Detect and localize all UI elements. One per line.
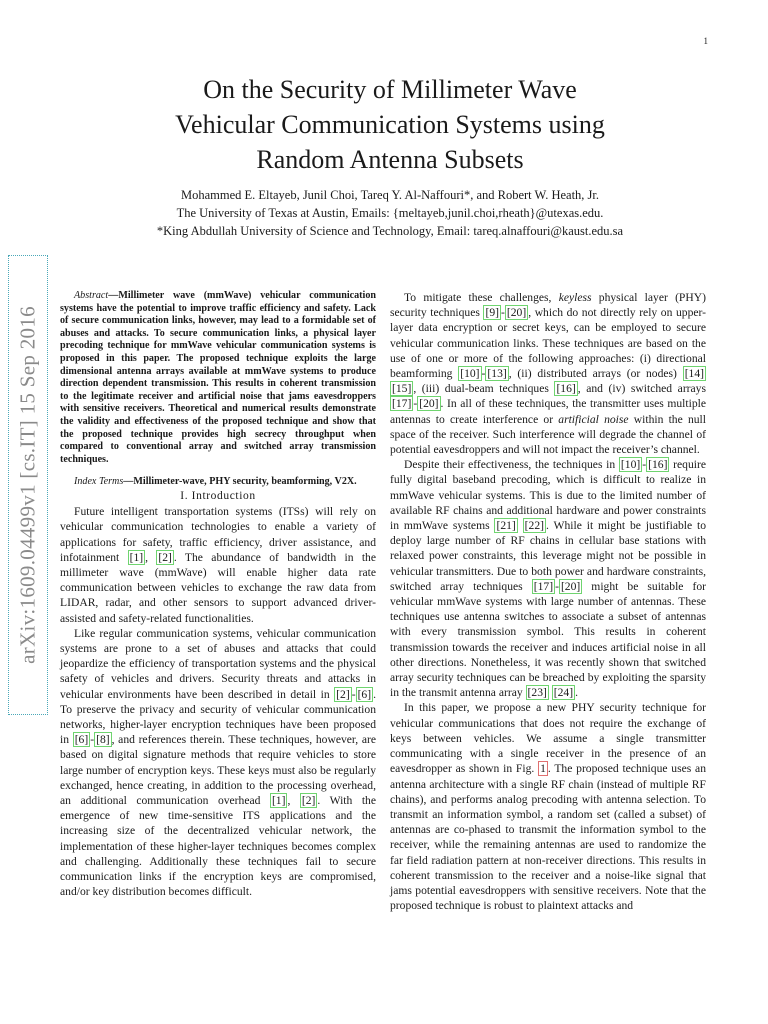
affiliation-utexas: The University of Texas at Austin, Emails: {meltayeb,junil.choi,rheath}@utexas.edu. [176, 206, 604, 220]
author-names: Mohammed E. Eltayeb, Junil Choi, Tareq Y. Al-Naffouri*, and Robert W. Heath, Jr. [180, 188, 600, 202]
citation-link[interactable]: [1] [129, 550, 144, 564]
text-run: , (ii) distributed arrays (or nodes) [508, 367, 683, 381]
abstract-text: Millimeter wave (mmWave) vehicular communication systems have the potential to improve traffic efficiency and safety. Lack of secure communication links, however, may lead to a formidable set of abuses and attacks. To secure communication links, a physical layer precoding technique for mmWave vehicular communication systems is proposed in this paper. The proposed technique exploits the large dimensional antenna arrays available at mmWave systems to produce direction dependent transmission. This results in coherent transmission to the legitimate receiver and artificial noise that jams eavesdroppers with sensitive receivers. Theoretical and numerical results demonstrate the validity and effectiveness of the proposed technique and show that the proposed technique provides high secrecy throughput when compared to conventional array and switched array transmission techniques. [60, 290, 376, 465]
index-terms-text: Millimeter-wave, PHY security, beamforming, V2X. [133, 476, 357, 488]
citation-link[interactable]: [23] [527, 686, 547, 700]
page-number: 1 [703, 36, 708, 46]
text-run: . While it might be justifiable to deploy large number of RF chains in cellular base stations with relaxed power constraints, this leverage might not be possible in vehicular transmitters. Due to both power and hardware constraints, switched array techniques [390, 519, 707, 593]
right-column [390, 290, 706, 913]
left-column [60, 290, 376, 899]
author-block [60, 186, 720, 240]
title-line-3: Random Antenna Subsets [256, 145, 524, 174]
index-terms-label: Index Terms [74, 476, 124, 488]
text-run: To mitigate these challenges, [404, 291, 559, 304]
text-run: within the null space of the receiver. Such interference will degrade the channel of potential eavesdroppers and will not impact the receiver’s channel. [390, 412, 706, 457]
citation-link[interactable]: [22] [524, 519, 544, 533]
text-run: , (iii) dual-beam techniques [413, 382, 555, 396]
intro-paragraph-2 [60, 626, 376, 900]
citation-link[interactable]: [10] [460, 367, 480, 381]
citation-link[interactable]: [6] [74, 733, 89, 747]
citation-link[interactable]: [1] [271, 793, 286, 807]
text-run: might be suitable for vehicular mmWave systems with large number of antennas. These techniques use antenna switches to associate a subset of antennas with every transmission symbol. This results in coherent transmission towards the receiver and induces artificial noise in all other directions. Nonetheless, it was recently shown that switched array security techniques can be breached by exploiting the sparsity in the transmit antenna array [390, 579, 707, 700]
text-run: , and (iv) switched arrays [577, 382, 706, 396]
text-run: Like regular communication systems, vehicular communication systems are prone to a set of abuses and attacks that could jeopardize the efficiency of transportation systems and the physical safety of vehicles and drivers. Security threats and attacks in vehicular environments have been described in detail in [60, 626, 376, 701]
text-run: - [555, 579, 559, 593]
title-line-2: Vehicular Communication Systems using [175, 110, 605, 139]
intro-paragraph-4 [390, 457, 706, 700]
citation-link[interactable]: [16] [556, 382, 576, 396]
text-run: - [642, 458, 647, 472]
figure-link[interactable]: 1 [540, 762, 546, 776]
text-run: . [575, 686, 578, 700]
text-run [549, 686, 552, 699]
citation-link[interactable]: [20] [419, 397, 439, 411]
citation-link[interactable]: [2] [301, 793, 316, 807]
citation-link[interactable]: [2] [158, 550, 172, 564]
text-run: , [145, 550, 157, 564]
citation-link[interactable]: [20] [560, 579, 581, 593]
citation-link[interactable]: [24] [553, 686, 574, 700]
arxiv-stamp[interactable] [8, 255, 48, 715]
text-run: . The proposed technique uses an antenna architecture with a single RF chain (instead of multiple RF chains), and performs analog precoding with antenna selection. To transmit an information symbol, a random set (called a subset) of antennas are co-phased to transmit the information symbol to the receiver, while the remaining antennas are used to randomize the far field radiation pattern at non-receiver directions. This results in coherent transmission to the receiver and a noise-like signal that jams potential eavesdroppers with sensitive receivers. Note that the proposed technique is robust to plaintext attacks and [390, 762, 706, 913]
citation-link[interactable]: [16] [648, 458, 668, 472]
title-line-1: On the Security of Millimeter Wave [203, 75, 577, 104]
citation-link[interactable]: [14] [684, 367, 705, 381]
text-run [518, 519, 523, 532]
citation-link[interactable]: [15] [392, 382, 412, 396]
abstract: Abstract—Millimeter wave (mmWave) vehicular communication systems have the potential to improve traffic efficiency and safety. Lack of secure communication links, however, may lead to a formidable set of abuses and attacks. To secure communication links, a physical layer precoding technique for mmWave vehicular communication systems is proposed in this paper. The proposed technique exploits the large dimensional antenna arrays available at mmWave systems to produce direction dependent transmission. This results in coherent transmission to the legitimate receiver and artificial noise that jams eavesdroppers with sensitive receivers. Theoretical and numerical results demonstrate the validity and effectiveness of the proposed technique and show that the proposed technique provides high secrecy throughput when compared to conventional array and switched array transmission techniques. [60, 290, 376, 465]
text-run: Despite their effectiveness, the techniques in [404, 458, 619, 472]
citation-link[interactable]: [8] [96, 733, 110, 747]
affiliation-kaust: *King Abdullah University of Science and Technology, Email: tareq.alnaffouri@kaust.edu.sa [156, 224, 624, 238]
citation-link[interactable]: [2] [336, 687, 350, 701]
text-run: In this paper, we propose a new PHY security technique for vehicular communications that does not require the exchange of keys between vehicles. We assume a single transmitter communicating with a single receiver in the presence of an eavesdropper as shown in Fig. [390, 701, 706, 776]
text-run: . With the emergence of new time-sensitive ITS applications and the increasing size of the decentralized vehicular network, the implementation of these higher-layer techniques becomes complex and challenging. Additionally these techniques fail to secure communication links if the encryption keys are compromised, and/or key distribution becomes difficult. [60, 793, 376, 899]
arxiv-identifier: arXiv:1609.04499v1 [cs.IT] 15 Sep 2016 [15, 306, 40, 664]
text-run: . To preserve the privacy and security of vehicular communication networks, higher-layer encryption techniques have been proposed in [60, 687, 376, 747]
text-run: , which do not directly rely on upper-layer data encryption or secret keys, can be employed to secure vehicular communication links. These techniques are based on the use of one or more of the following approaches: (i) directional beamforming [390, 306, 707, 381]
text-run: - [481, 367, 486, 381]
citation-link[interactable]: [17] [533, 579, 554, 593]
citation-link[interactable]: [21] [496, 519, 516, 533]
text-run: - [501, 306, 505, 320]
abstract-label: Abstract [74, 290, 109, 301]
intro-paragraph-5 [390, 700, 706, 913]
citation-link[interactable]: [6] [357, 687, 372, 701]
text-run: - [413, 397, 418, 411]
emphasis-artificial-noise: artificial noise [558, 412, 629, 426]
intro-paragraph-1 [60, 504, 376, 626]
text-run: . The abundance of bandwidth in the millimeter wave (mmWave) will enable higher data rate communication between vehicles to exchange the raw data from LIDAR, radar, and other sensors to support advanced driver-assisted and safety-related functionalities. [60, 550, 376, 625]
text-run: - [90, 733, 95, 747]
citation-link[interactable]: [13] [487, 367, 507, 381]
section-heading-introduction: I. Introduction [180, 489, 256, 502]
text-run: , [287, 793, 300, 807]
text-run: require fully digital baseband precoding, which is difficult to realize in mmWave vehicular systems. This is due to the limited number of available RF chains and additional hardware and power constraints in mmWave systems [390, 458, 706, 533]
citation-link[interactable]: [10] [620, 458, 641, 472]
citation-link[interactable]: [9] [485, 306, 499, 320]
text-run: . In all of these techniques, the transmitter uses multiple antennas to create interference or [390, 397, 706, 426]
intro-paragraph-3 [390, 290, 706, 457]
text-run: Future intelligent transportation systems (ITSs) will rely on vehicular communication technologies to enable a variety of applications for safety, traffic efficiency, driver assistance, and infotainment [60, 505, 376, 564]
text-run: , and references therein. These techniques, however, are based on digital signature methods that require vehicles to store large number of encryption keys. These keys must also be regularly exchanged, hence creating, in addition to the processing overhead, an additional communication overhead [60, 733, 377, 807]
text-run: physical layer (PHY) security techniques [390, 291, 706, 320]
text-run: - [351, 687, 356, 701]
emphasis-keyless: keyless [558, 291, 592, 304]
index-terms: Index Terms—Millimeter-wave, PHY security, beamforming, V2X. [74, 476, 357, 488]
paper-title [90, 72, 690, 177]
citation-link[interactable]: [20] [506, 306, 527, 320]
citation-link[interactable]: [17] [392, 397, 412, 411]
